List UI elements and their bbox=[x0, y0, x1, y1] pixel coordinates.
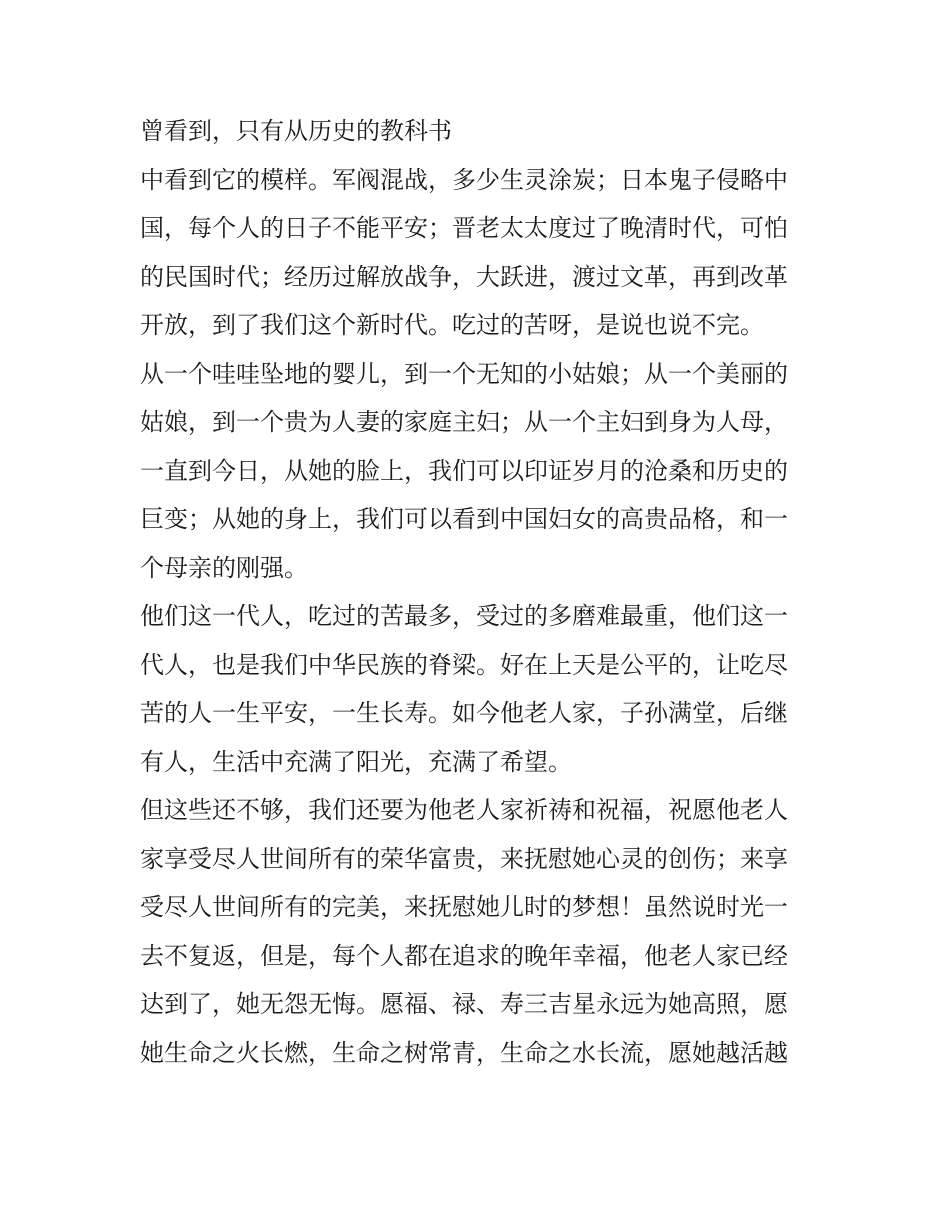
text-line: 从一个哇哇坠地的婴儿，到一个无知的小姑娘；从一个美丽的 bbox=[140, 359, 788, 388]
text-line: 曾看到，只有从历史的教科书 bbox=[140, 117, 452, 145]
text-line: 姑娘，到一个贵为人妻的家庭主妇；从一个主妇到身为人母， bbox=[140, 408, 788, 436]
text-line: 一直到今日，从她的脸上，我们可以印证岁月的沧桑和历史的 bbox=[140, 456, 788, 485]
text-line: 开放，到了我们这个新时代。吃过的苦呀，是说也说不完。 bbox=[140, 311, 764, 339]
text-line: 受尽人世间所有的完美，来抚慰她儿时的梦想！虽然说时光一 bbox=[140, 893, 788, 921]
text-line: 去不复返，但是，每个人都在追求的晚年幸福，他老人家已经 bbox=[140, 941, 788, 970]
text-line: 她生命之火长燃，生命之树常青，生命之水长流，愿她越活越 bbox=[140, 1038, 788, 1067]
body-text bbox=[140, 107, 820, 1077]
text-line: 代人，也是我们中华民族的脊梁。好在上天是公平的，让吃尽 bbox=[140, 650, 788, 679]
text-line: 个母亲的刚强。 bbox=[140, 553, 308, 582]
text-line: 有人，生活中充满了阳光，充满了希望。 bbox=[140, 747, 572, 776]
text-line: 家享受尽人世间所有的荣华富贵，来抚慰她心灵的创伤；来享 bbox=[140, 844, 788, 873]
text-line: 苦的人一生平安，一生长寿。如今他老人家，子孙满堂，后继 bbox=[140, 699, 788, 727]
text-line: 中看到它的模样。军阀混战，多少生灵涂炭；日本鬼子侵略中 bbox=[140, 165, 788, 194]
text-line: 他们这一代人，吃过的苦最多，受过的多磨难最重，他们这一 bbox=[140, 602, 788, 630]
text-line: 达到了，她无怨无悔。愿福、禄、寿三吉星永远为她高照，愿 bbox=[140, 990, 788, 1018]
text-line: 的民国时代；经历过解放战争，大跃进，渡过文革，再到改革 bbox=[140, 262, 788, 291]
text-line: 巨变；从她的身上，我们可以看到中国妇女的高贵品格，和一 bbox=[140, 505, 788, 533]
text-line: 国，每个人的日子不能平安；晋老太太度过了晚清时代，可怕 bbox=[140, 214, 788, 242]
text-line: 但这些还不够，我们还要为他老人家祈祷和祝福，祝愿他老人 bbox=[140, 796, 788, 824]
